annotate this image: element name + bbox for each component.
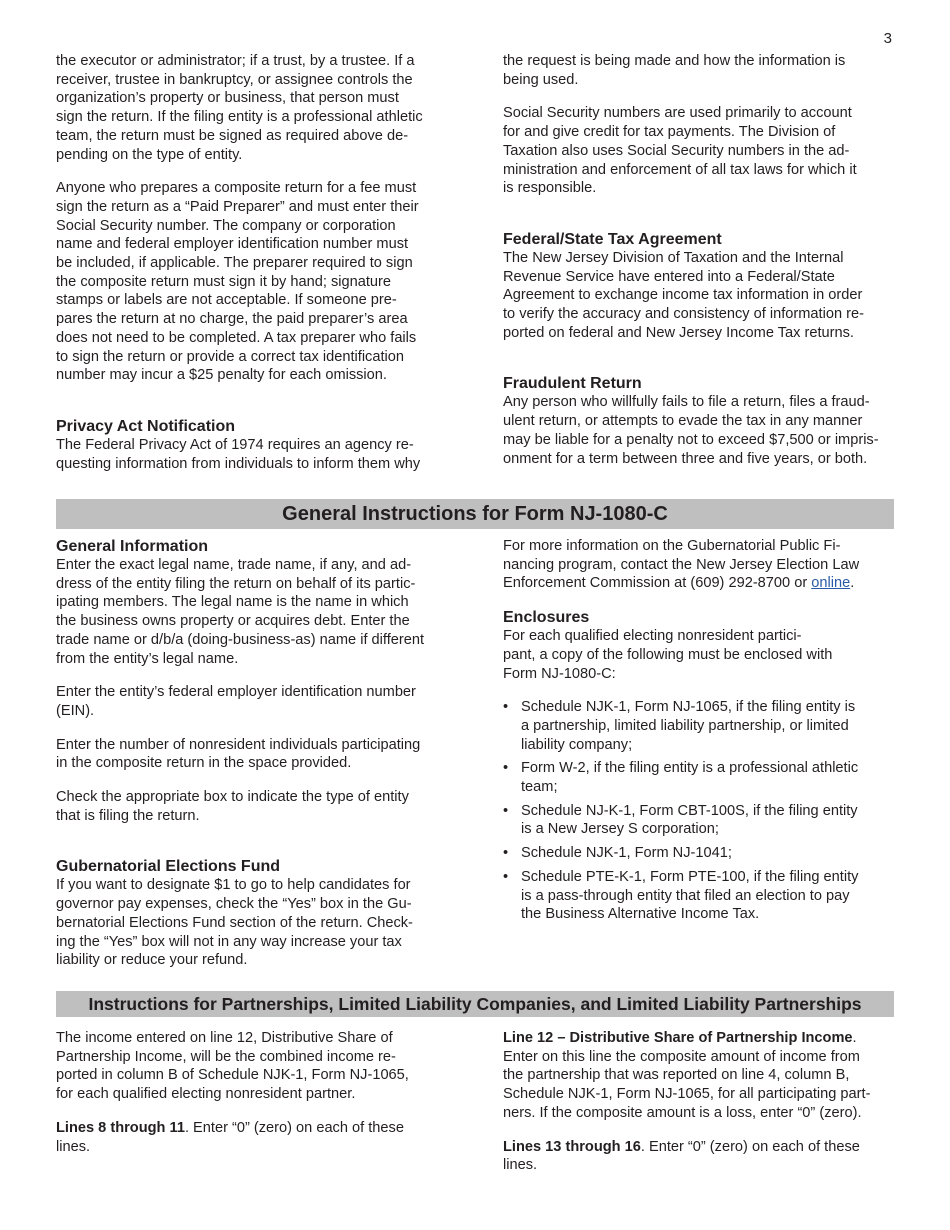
- lines-8-11-paragraph: [56, 1119, 451, 1156]
- signature-paragraph: the executor or administrator; if a trust, by a trustee. If a receiver, trustee in bankruptcy, or assignee controls the organization’s property or business, that person must sign the return. If the filing entity is a professional athletic team, the return must be signed as required above de- pending on the type of entity.: [56, 53, 423, 163]
- list-item: • Schedule PTE-K-1, Form PTE-100, if the filing entity is a pass-through entity that filed an election to pay the Business Alternative Income Tax.: [503, 868, 898, 924]
- entity-type-paragraph: Check the appropriate box to indicate the type of entity that is filing the return.: [56, 789, 409, 824]
- general-information-heading: General Information: [56, 538, 209, 555]
- general-right-column: [503, 537, 898, 929]
- lines-13-16-text: . Enter “0” (zero) on each of these lines.: [503, 1138, 860, 1174]
- enclosures-list: [503, 698, 898, 924]
- lines-8-11-label: Lines 8 through 11: [56, 1119, 185, 1136]
- gubernatorial-fund-text: If you want to designate $1 to go to help candidates for governor pay expenses, check the “Yes” box in the Gu- bernatorial Elections Fund section of the return. Check- ing the “Yes” box will not in any way increase your tax liability or reduce your refund.: [56, 877, 413, 969]
- partnerships-left-column: [56, 1029, 451, 1171]
- general-instructions-banner: General Instructions for Form NJ-1080-C: [56, 499, 894, 529]
- more-info-text: For more information on the Gubernatorial Public Fi- nancing program, contact the New Jersey Election Law Enforcement Commission at (609) 292-8700 or: [503, 538, 860, 592]
- federal-state-text: The New Jersey Division of Taxation and the Internal Revenue Service have entered into a Federal/State Agreement to exchange income tax information in order to verify the accuracy and consistency of information re- ported on federal and New Jersey Income Tax returns.: [503, 249, 864, 341]
- line-12-paragraph: [503, 1029, 898, 1123]
- enclosures-heading: Enclosures: [503, 609, 590, 627]
- top-right-column: [503, 52, 898, 483]
- line-12-label: Line 12 – Distributive Share of Partnership Income: [503, 1030, 853, 1046]
- more-info-end: .: [850, 575, 855, 592]
- partnerships-banner: Instructions for Partnerships, Limited Liability Companies, and Limited Liability Partnerships: [56, 991, 894, 1017]
- legal-name-paragraph: Enter the exact legal name, trade name, if any, and ad- dress of the entity filing the return on behalf of its partic- ipating members. The legal name is the name in which the business owns property or acquires debt. Enter the trade name or d/b/a (doing-business-as) name if different from the entity’s legal name.: [56, 557, 425, 667]
- ssn-paragraph: Social Security numbers are used primarily to account for and give credit for tax payments. The Division of Taxation also uses Social Security numbers in the ad- ministration and enforcement of all tax laws for which it is responsible.: [503, 105, 857, 197]
- page-number: 3: [883, 30, 892, 47]
- enclosures-text: For each qualified electing nonresident partici- pant, a copy of the following must be enclosed with Form NJ-1080-C:: [503, 628, 833, 682]
- top-left-column: [56, 52, 451, 488]
- list-item: • Schedule NJ-K-1, Form CBT-100S, if the filing entity is a New Jersey S corporation;: [503, 802, 898, 839]
- line12-income-paragraph: The income entered on line 12, Distributive Share of Partnership Income, will be the combined income re- ported in column B of Schedule NJK-1, Form NJ-1065, for each qualified electing nonresident partner.: [56, 1030, 409, 1103]
- fraudulent-return-text: Any person who willfully fails to file a return, files a fraud- ulent return, or attempts to evade the tax in any manner may be liable for a penalty not to exceed $7,500 or impris- onment for a term between three and five years, or both.: [503, 394, 879, 467]
- gubernatorial-fund-heading: Gubernatorial Elections Fund: [56, 858, 281, 876]
- privacy-act-text: The Federal Privacy Act of 1974 requires an agency re- questing information from individuals to inform them why: [56, 436, 421, 472]
- paid-preparer-paragraph: Anyone who prepares a composite return for a fee must sign the return as a “Paid Preparer” and must enter their Social Security number. The company or corporation name and federal employer identification number must be included, if applicable. The preparer required to sign the composite return must sign it by hand; signature stamps or labels are not acceptable. If someone pre- pares the return at no charge, the paid preparer’s area does not need to be completed. A tax preparer who fails to sign the return or provide a correct tax identification number may incur a $25 penalty for each omission.: [56, 180, 419, 384]
- nonresident-count-paragraph: Enter the number of nonresident individuals participating in the composite return in the space provided.: [56, 736, 421, 772]
- online-link[interactable]: online: [811, 575, 851, 592]
- partnerships-right-column: [503, 1029, 898, 1190]
- list-item: • Schedule NJK-1, Form NJ-1065, if the filing entity is a partnership, limited liability partnership, or limited liability company;: [503, 698, 898, 754]
- list-item: • Schedule NJK-1, Form NJ-1041;: [503, 844, 898, 863]
- privacy-act-heading: Privacy Act Notification: [56, 417, 236, 435]
- line-12-text: . Enter on this line the composite amount of income from the partnership that was reported on line 4, column B, Schedule NJK-1, Form NJ-1065, for all participating part- ners. If the composite amount is a loss, enter “0” (zero).: [503, 1030, 871, 1121]
- lines-13-16-paragraph: [503, 1138, 898, 1175]
- fraudulent-return-heading: Fraudulent Return: [503, 375, 642, 393]
- more-info-paragraph: [503, 537, 898, 593]
- ein-paragraph: Enter the entity’s federal employer identification number (EIN).: [56, 684, 416, 719]
- federal-state-heading: Federal/State Tax Agreement: [503, 230, 722, 248]
- lines-8-11-text: . Enter “0” (zero) on each of these lines.: [56, 1119, 404, 1155]
- general-left-column: [56, 537, 451, 985]
- lines-13-16-label: Lines 13 through 16: [503, 1138, 641, 1155]
- request-paragraph: the request is being made and how the information is being used.: [503, 53, 846, 88]
- list-item: • Form W-2, if the filing entity is a professional athletic team;: [503, 759, 898, 796]
